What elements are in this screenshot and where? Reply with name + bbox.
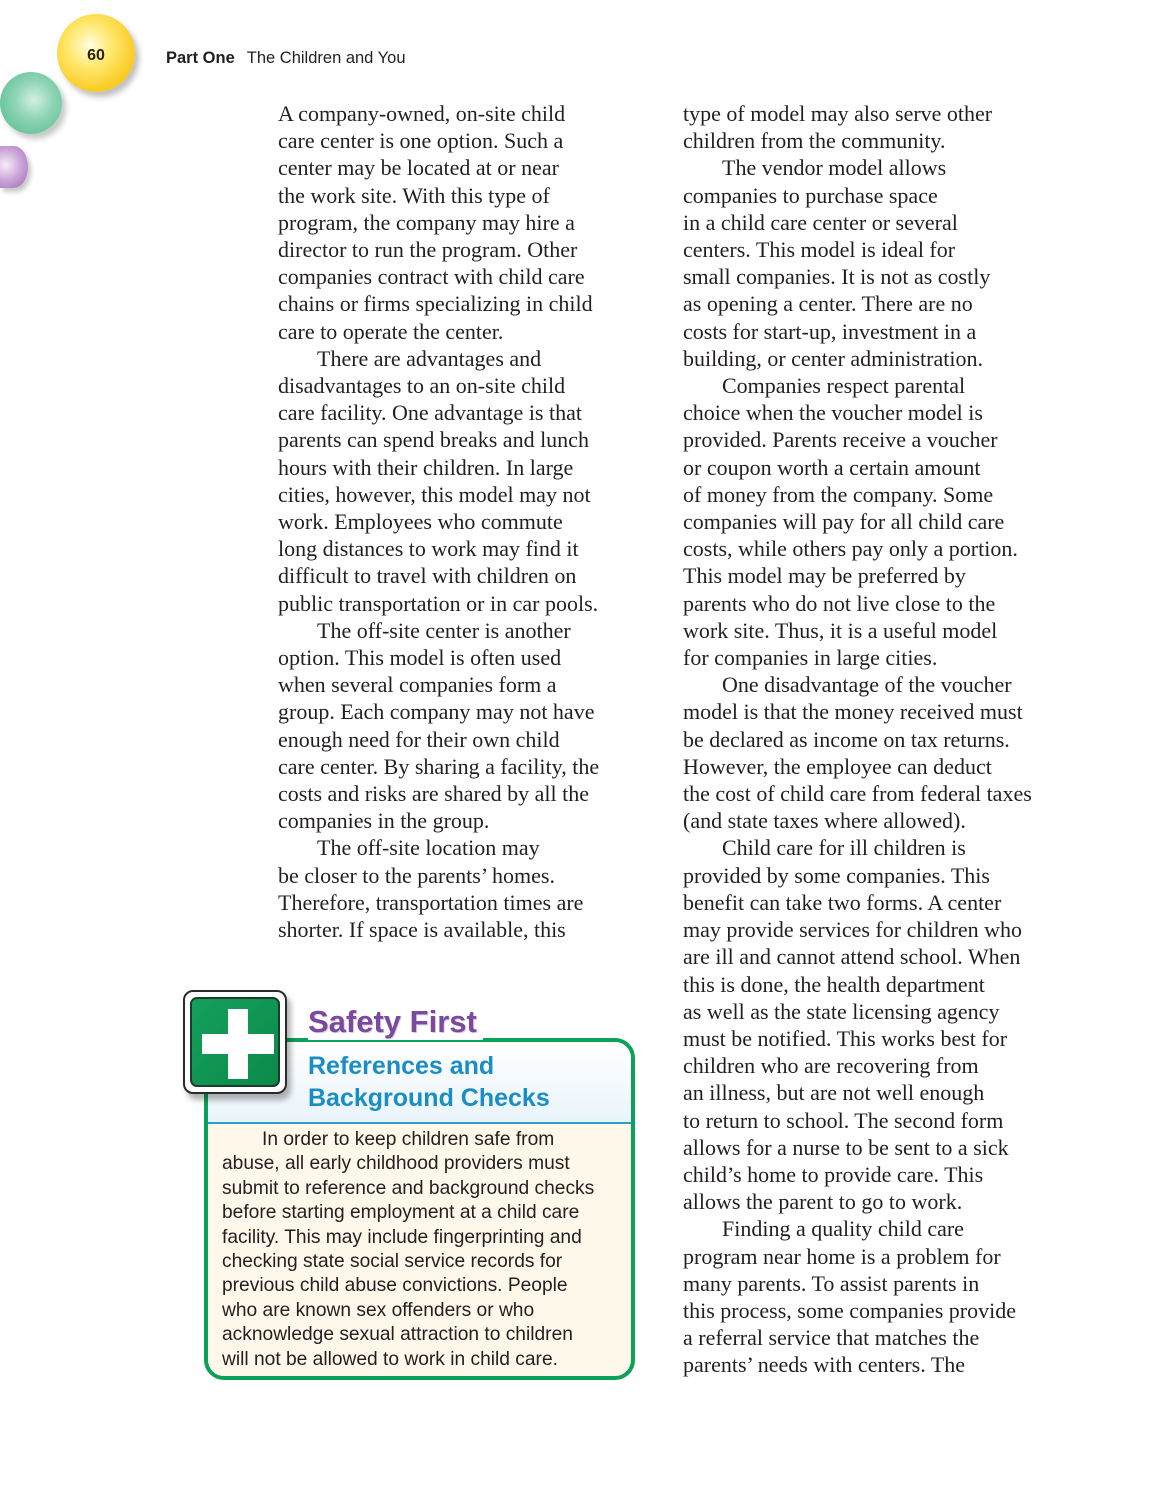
text-line: program, the company may hire a (278, 209, 575, 235)
text-line: centers. This model is ideal for (683, 237, 956, 263)
text-line: companies will pay for all child care (683, 509, 1005, 535)
text-line: to return to school. The second form (683, 1107, 1004, 1133)
text-line: The off-site location may (317, 835, 540, 861)
text-line: are ill and cannot attend school. When (683, 944, 1021, 970)
text-line: care center is one option. Such a (278, 128, 564, 154)
text-line: this process, some companies provide (683, 1297, 1016, 1323)
first-aid-icon-panel (190, 997, 280, 1087)
text-line: or coupon worth a certain amount (683, 454, 981, 480)
text-line: disadvantages to an on-site child (278, 373, 566, 399)
decorative-purple-circle (0, 146, 28, 188)
text-line: children from the community. (683, 128, 946, 154)
text-line: One disadvantage of the voucher (722, 672, 1012, 698)
text-line: center may be located at or near (278, 155, 559, 181)
page-number: 60 (87, 47, 105, 64)
safety-box-title: Safety First (308, 1004, 483, 1040)
text-line: provided by some companies. This (683, 862, 990, 888)
text-line: children who are recovering from (683, 1053, 979, 1079)
text-line: companies in the group. (278, 808, 490, 834)
text-line: of money from the company. Some (683, 481, 994, 507)
text-line: In order to keep children safe from (262, 1129, 555, 1150)
text-line: allows for a nurse to be sent to a sick (683, 1134, 1009, 1160)
text-line: hours with their children. In large (278, 454, 574, 480)
text-line: the cost of child care from federal taxes (683, 781, 1032, 807)
text-line: be declared as income on tax returns. (683, 726, 1010, 752)
left-column (278, 100, 648, 943)
text-line: chains or firms specializing in child (278, 291, 593, 317)
text-line: (and state taxes where allowed). (683, 808, 966, 834)
text-line: companies contract with child care (278, 264, 585, 290)
text-line: must be notified. This works best for (683, 1025, 1008, 1051)
text-line: may provide services for children who (683, 917, 1023, 943)
text-line: small companies. It is not as costly (683, 264, 991, 290)
first-aid-cross-icon (183, 990, 287, 1094)
text-line: Child care for ill children is (722, 835, 966, 861)
text-line: allows the parent to go to work. (683, 1189, 963, 1215)
text-line: in a child care center or several (683, 209, 958, 235)
text-line: benefit can take two forms. A center (683, 889, 1002, 915)
text-line: public transportation or in car pools. (278, 590, 599, 616)
text-line: a referral service that matches the (683, 1325, 980, 1351)
text-line: the work site. With this type of (278, 182, 550, 208)
text-line: Companies respect parental (722, 373, 966, 399)
text-line: provided. Parents receive a voucher (683, 427, 998, 453)
text-line: building, or center administration. (683, 345, 983, 371)
text-line: many parents. To assist parents in (683, 1270, 980, 1296)
text-line: There are advantages and (317, 345, 542, 371)
text-line: be closer to the parents’ homes. (278, 862, 555, 888)
subtitle-line: References and (308, 1052, 495, 1080)
text-line: parents’ needs with centers. The (683, 1352, 966, 1378)
text-line: child’s home to provide care. This (683, 1161, 984, 1187)
part-title: The Children and You (246, 49, 406, 67)
text-line: work site. Thus, it is a useful model (683, 617, 998, 643)
text-line: as opening a center. There are no (683, 291, 973, 317)
text-line: will not be allowed to work in child care. (222, 1348, 558, 1370)
text-line: an illness, but are not well enough (683, 1080, 985, 1106)
cross-horizontal-bar (202, 1034, 274, 1054)
text-line: costs and risks are shared by all the (278, 781, 589, 807)
text-line: care center. By sharing a facility, the (278, 753, 600, 779)
text-line: model is that the money received must (683, 699, 1023, 725)
text-line: Therefore, transportation times are (278, 889, 584, 915)
text-line: abuse, all early childhood providers must (222, 1153, 570, 1175)
text-line: Finding a quality child care (722, 1216, 964, 1242)
text-line: parents can spend breaks and lunch (278, 427, 589, 453)
text-line: costs for start-up, investment in a (683, 318, 977, 344)
text-line: shorter. If space is available, this (278, 917, 566, 943)
text-line: for companies in large cities. (683, 645, 938, 671)
text-line: This model may be preferred by (683, 563, 966, 589)
text-line: enough need for their own child (278, 726, 560, 752)
text-line: submit to reference and background checks (222, 1177, 595, 1199)
text-line: type of model may also serve other (683, 101, 993, 126)
text-line: previous child abuse convictions. People (222, 1275, 568, 1297)
text-line: before starting employment at a child care (222, 1202, 580, 1224)
decorative-green-circle (0, 72, 62, 134)
text-line: The vendor model allows (722, 155, 947, 181)
safety-box-body (222, 1128, 632, 1372)
text-line: facility. This may include fingerprinting and (222, 1226, 582, 1248)
text-line: parents who do not live close to the (683, 590, 996, 616)
text-line: director to run the program. Other (278, 237, 578, 263)
text-line: work. Employees who commute (278, 509, 563, 535)
text-line: when several companies form a (278, 672, 557, 698)
text-line: option. This model is often used (278, 645, 562, 671)
text-line: acknowledge sexual attraction to children (222, 1324, 573, 1346)
running-head (166, 49, 406, 68)
text-line: long distances to work may find it (278, 536, 579, 562)
text-line: choice when the voucher model is (683, 400, 983, 426)
part-label: Part One (166, 49, 235, 67)
safety-first-box (183, 990, 643, 1390)
text-line: A company-owned, on-site child (278, 101, 566, 126)
text-line: checking state social service records for (222, 1251, 563, 1273)
text-line: group. Each company may not have (278, 699, 595, 725)
safety-box-subtitle (308, 1050, 550, 1114)
text-line: companies to purchase space (683, 182, 938, 208)
text-line: However, the employee can deduct (683, 753, 992, 779)
text-line: program near home is a problem for (683, 1243, 1001, 1269)
text-line: The off-site center is another (317, 617, 571, 643)
right-column (683, 100, 1058, 1379)
text-line: care to operate the center. (278, 318, 504, 344)
text-line: who are known sex offenders or who (222, 1299, 535, 1321)
text-line: cities, however, this model may not (278, 481, 591, 507)
text-line: as well as the state licensing agency (683, 998, 1000, 1024)
text-line: this is done, the health department (683, 971, 985, 997)
subtitle-line: Background Checks (308, 1084, 550, 1112)
text-line: costs, while others pay only a portion. (683, 536, 1018, 562)
text-line: difficult to travel with children on (278, 563, 577, 589)
text-line: care facility. One advantage is that (278, 400, 582, 426)
